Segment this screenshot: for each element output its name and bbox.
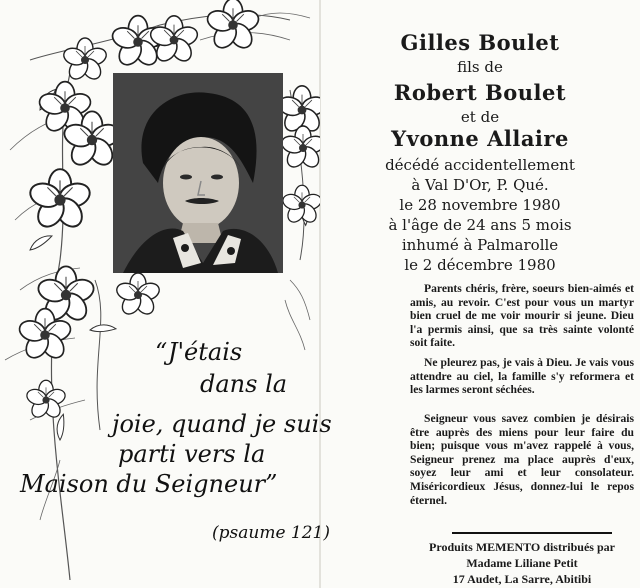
deceased-name: Gilles Boulet <box>400 30 560 55</box>
footer-line: 17 Audet, La Sarre, Abitibi <box>452 572 592 586</box>
fils-de-label: fils de <box>457 58 503 76</box>
verse-source: (psaume 121) <box>212 523 330 543</box>
verse-line-4: parti vers la <box>118 440 266 468</box>
portrait-photo <box>113 73 283 273</box>
verse-line-1: “J'étais <box>155 338 243 366</box>
footer-divider <box>452 532 612 534</box>
death-detail-line: à Val D'Or, P. Qué. <box>411 176 549 194</box>
footer-line: Madame Liliane Petit <box>466 556 578 570</box>
et-de-label: et de <box>460 108 500 126</box>
father-name: Robert Boulet <box>393 80 567 105</box>
death-detail-line: le 2 décembre 1980 <box>404 256 556 274</box>
death-detail-line: inhumé à Palmarolle <box>401 236 559 254</box>
verse-line-2: dans la <box>200 370 288 398</box>
footer-line: Produits MEMENTO distribués par <box>429 540 615 554</box>
farewell-paragraph: Ne pleurez pas, je vais à Dieu. Je vais vous attendre au ciel, la famille s'y reformera et les larmes seront séchées. <box>410 356 634 397</box>
death-detail-line: à l'âge de 24 ans 5 mois <box>388 216 572 234</box>
death-detail-line: le 28 novembre 1980 <box>399 196 561 214</box>
verse-line-3: joie, quand je suis <box>112 410 332 438</box>
verse-line-5: Maison du Seigneur” <box>20 470 278 498</box>
death-detail-line: décédé accidentellement <box>385 156 575 174</box>
prayer-paragraph: Seigneur vous savez combien je désirais être auprès des miens pour leur faire du bien; puisque vous m'avez rappelé à vous, Seigneur prenez ma place auprès d'eux, soyez leur ami et leur consolateur. Miséricordieux Jésus, donnez-lui le repos éternel. <box>410 412 634 507</box>
farewell-paragraph: Parents chéris, frère, soeurs bien-aimés et amis, au revoir. C'est pour vous un martyr bien cruel de me voir mourir si jeune. Dieu l'a permis ainsi, que sa très sainte volonté soit faite. <box>410 282 634 350</box>
mother-name: Yvonne Allaire <box>391 126 569 151</box>
